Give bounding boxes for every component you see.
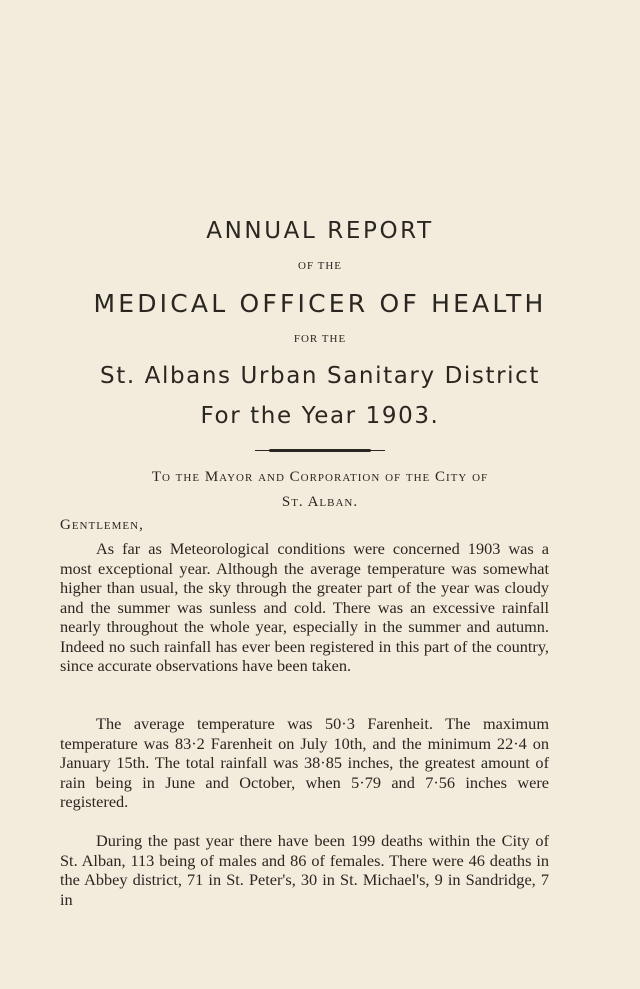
salutation: Gentlemen,: [60, 517, 144, 533]
paragraph-meteorology: [60, 539, 549, 676]
district-title: St. Albans Urban Sanitary District: [100, 363, 540, 389]
address-line-2: St. Alban.: [281, 494, 359, 510]
report-title: ANNUAL REPORT: [206, 218, 434, 244]
officer-title: MEDICAL OFFICER OF HEALTH: [93, 289, 547, 318]
title-connector-for-the: FOR THE: [293, 333, 347, 345]
paragraph-temperature: [60, 714, 549, 812]
paragraph-text: As far as Meteorological conditions were concerned 1903 was a most exceptional year. Although the average temperature was somewhat higher than usual, the sky through the greater part of the year was cloudy and the summer was sunless and cold. There was an excessive rainfall nearly throughout the whole year, especially in the summer and autumn. Indeed no such rainfall has ever been registered in this part of the country, since accurate observations have been taken.: [60, 539, 549, 675]
title-connector-of-the: OF THE: [298, 260, 342, 272]
address-line-1: To the Mayor and Corporation of the City of: [151, 469, 489, 485]
decorative-rule: [269, 449, 371, 452]
paragraph-text: The average temperature was 50·3 Farenheit. The maximum temperature was 83·2 Farenheit on July 10th, and the minimum 22·4 on January 15th. The total rainfall was 38·85 inches, the greatest amount of rain being in June and October, when 5·79 and 7·56 inches were registered.: [60, 714, 549, 811]
paragraph-deaths: [60, 831, 549, 909]
paragraph-text: During the past year there have been 199 deaths within the City of St. Alban, 113 being of males and 86 of females. There were 46 deaths in the Abbey district, 71 in St. Peter's, 30 in St. Michael's, 9 in Sandridge, 7 in: [60, 831, 549, 909]
year-title: For the Year 1903.: [200, 403, 440, 429]
